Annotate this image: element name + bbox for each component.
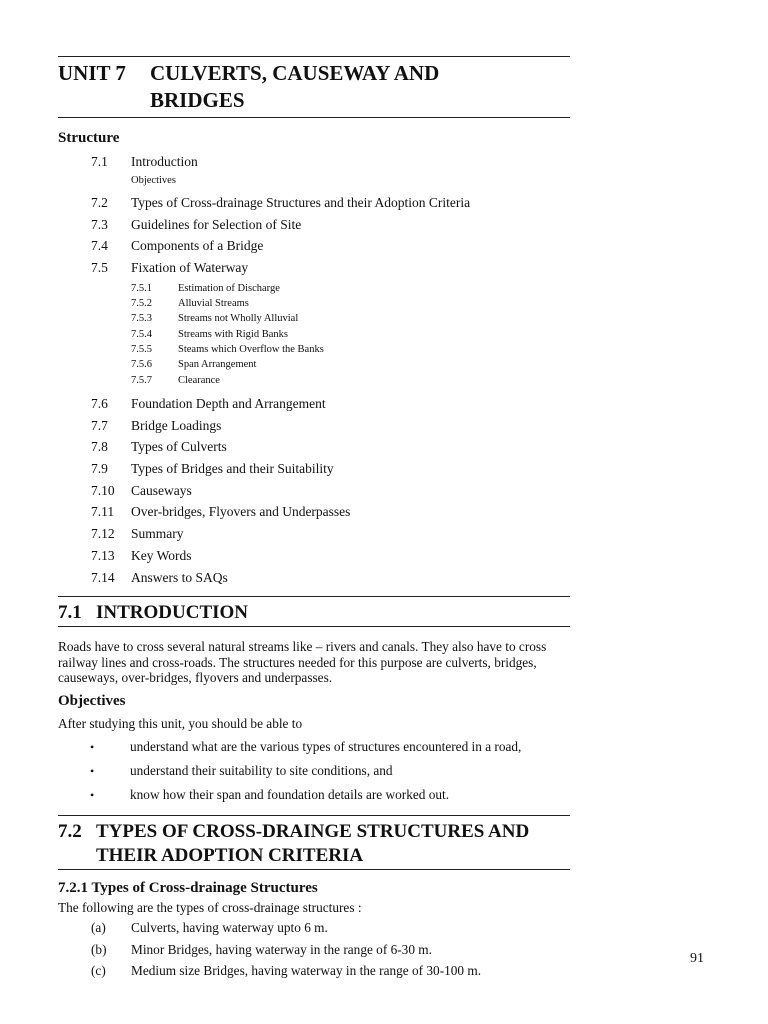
toc-item: 7.12 Summary	[91, 526, 184, 542]
toc-item: 7.3 Guidelines for Selection of Site	[91, 216, 302, 232]
subsection-heading: 7.2.1 Types of Cross-drainage Structures	[58, 879, 318, 896]
bullet-icon: •	[90, 763, 95, 778]
objectives-intro: After studying this unit, you should be able to	[58, 716, 303, 732]
section-rule	[58, 869, 570, 870]
toc-item: 7.5 Fixation of Waterway	[91, 260, 249, 276]
toc-item: 7.10 Causeways	[91, 482, 192, 498]
section-rule	[58, 626, 570, 627]
toc-item: 7.2 Types of Cross-drainage Structures and their Adoption Criteria	[91, 195, 471, 210]
structures-intro: The following are the types of cross-drainage structures :	[58, 899, 362, 915]
list-item: • understand their suitability to site conditions, and	[58, 759, 570, 783]
unit-title	[58, 57, 570, 114]
list-item: • know how their span and foundation details are worked out.	[58, 783, 570, 807]
toc-subitem: 7.5.2 Alluvial Streams	[131, 298, 249, 310]
unit-number: UNIT 7	[58, 61, 126, 85]
list-item: (b) Minor Bridges, having waterway in the range of 6-30 m.	[91, 941, 432, 957]
toc-subitem: 7.5.4 Streams with Rigid Banks	[131, 328, 288, 340]
toc-item: 7.9 Types of Bridges and their Suitability	[91, 461, 334, 476]
structure-heading: Structure	[58, 130, 120, 146]
toc-subitem: 7.5.5 Steams which Overflow the Banks	[131, 344, 324, 355]
unit-title-line2: BRIDGES	[150, 88, 245, 112]
list-item: • understand what are the various types of structures encountered in a road,	[58, 735, 570, 759]
toc-subitem: Objectives	[131, 174, 176, 186]
toc-item: 7.11 Over-bridges, Flyovers and Underpasses	[91, 504, 351, 520]
section-7-1-title: 7.1 INTRODUCTION	[58, 602, 249, 624]
bullet-icon: •	[90, 787, 95, 802]
bullet-icon: •	[90, 739, 95, 754]
toc-subitem: 7.5.1 Estimation of Discharge	[131, 282, 280, 294]
toc-subitem: 7.5.7 Clearance	[131, 374, 220, 386]
intro-paragraph: Roads have to cross several natural streams like – rivers and canals. They also have to cross railway lines and cross-roads. The structures needed for this purpose are culverts, bridges, causeways, over-bridges, flyovers and underpasses.	[58, 639, 547, 686]
list-item: (c) Medium size Bridges, having waterway in the range of 30-100 m.	[91, 963, 482, 979]
objectives-list	[58, 735, 570, 807]
unit-title-rule	[58, 117, 570, 118]
unit-title-line1: CULVERTS, CAUSEWAY AND	[150, 61, 440, 85]
toc-subitem: 7.5.3 Streams not Wholly Alluvial	[131, 313, 299, 325]
structures-list	[58, 917, 570, 982]
toc-item: 7.13 Key Words	[91, 547, 192, 563]
toc-item: 7.1 Introduction	[91, 154, 198, 169]
section-7-2-title: 7.2 TYPES OF CROSS-DRAINGE STRUCTURES AND THEIR ADOPTION CRITERIA	[58, 820, 530, 866]
toc-subitem: 7.5.6 Span Arrangement	[131, 359, 257, 371]
page-content	[58, 56, 570, 982]
table-of-contents	[58, 151, 570, 588]
list-item: (a) Culverts, having waterway upto 6 m.	[91, 920, 328, 936]
toc-item: 7.6 Foundation Depth and Arrangement	[91, 395, 326, 411]
toc-item: 7.14 Answers to SAQs	[91, 569, 228, 585]
toc-item: 7.7 Bridge Loadings	[91, 417, 222, 433]
toc-item: 7.8 Types of Culverts	[91, 439, 227, 455]
toc-item: 7.4 Components of a Bridge	[91, 238, 264, 254]
objectives-heading: Objectives	[58, 693, 126, 710]
page-number: 91	[690, 951, 704, 966]
